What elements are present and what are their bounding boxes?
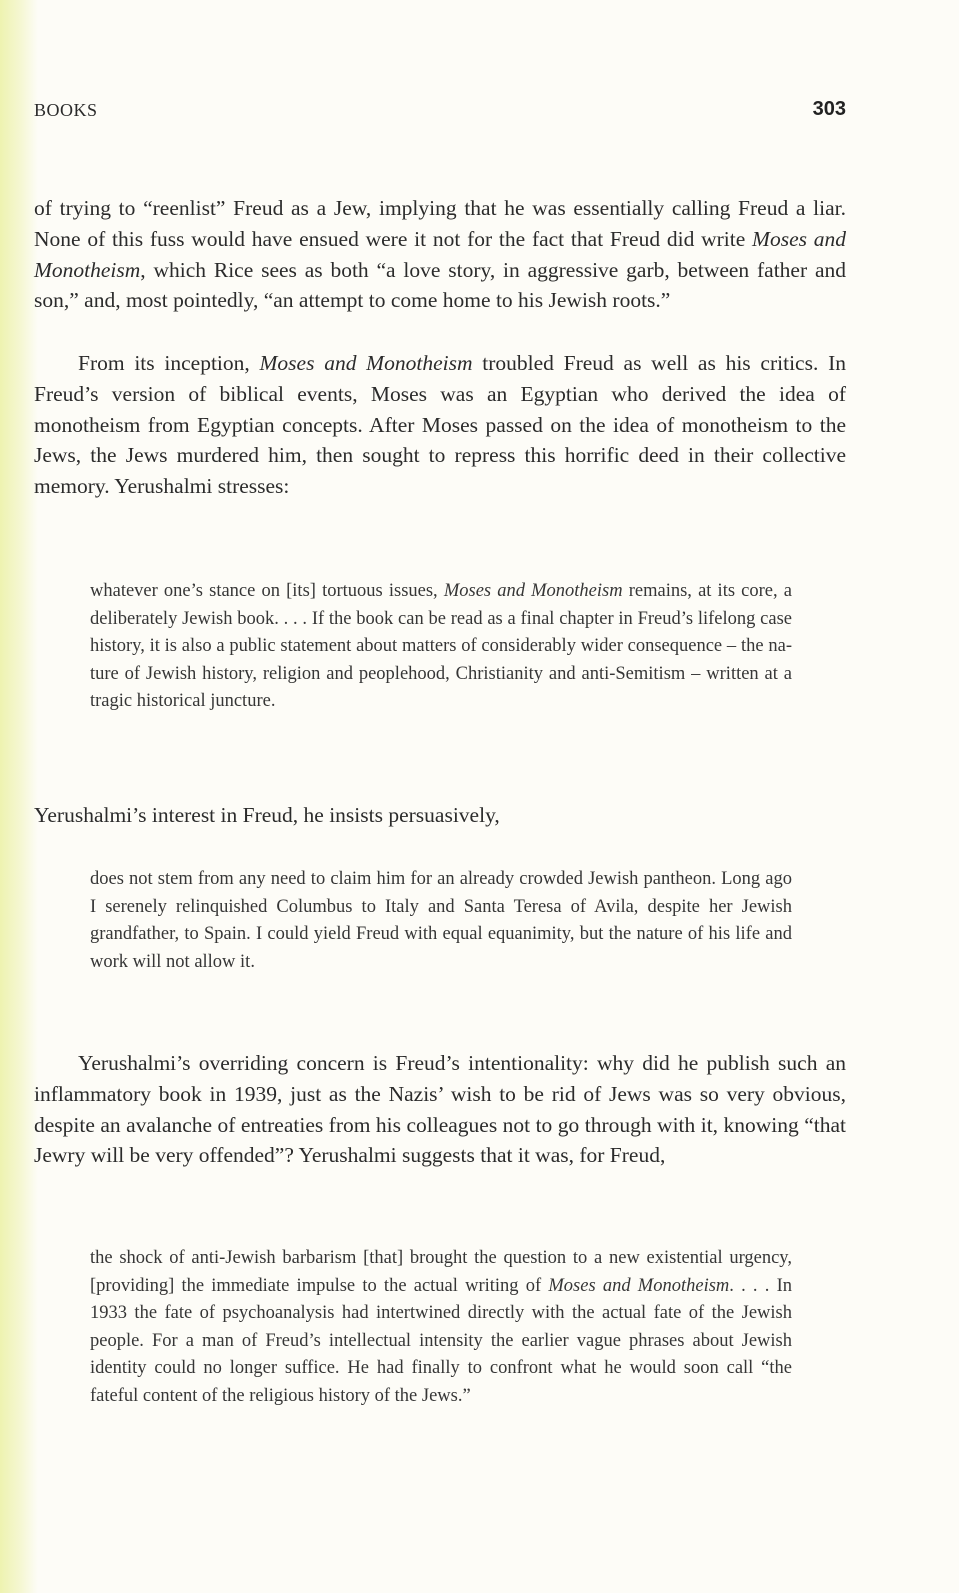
paragraph-1-text-b: , which Rice sees as both “a love story, in aggressive garb, between father and son,” and, most pointedly, “an attempt to come home to his Jewish roots.” — [34, 257, 846, 313]
block-quote-1-text-b: remains, at its core, a deliberately Jewish book. . . . If the book can be read as a final chapter in Freud’s lifelong case history, it is also a public statement about matters of considerably wider consequence – the nature of Jewish history, religion and peoplehood, Christianity and anti-Semitism – written at a tragic historical juncture. — [90, 581, 792, 711]
paragraph-1-text-a: of trying to “reenlist” Freud as a Jew, implying that he was essentially calling Freud a liar. None of this fuss would have ensued were it not for the fact that Freud did write — [34, 196, 846, 251]
page-left-edge — [0, 0, 38, 1593]
book-title: Moses and Monotheism — [443, 581, 623, 601]
book-title: Moses and Monotheism — [259, 351, 473, 375]
paragraph-4: Yerushalmi’s overriding concern is Freud’s intentionality: why did he publish such an inflammatory book in 1939, just as the Nazis’ wish to be rid of Jews was so very obvious, despite an avalanche of entreaties from his colleagues not to go through with it, knowing “that Jewry will be very offended”? Yerushalmi suggests that it was, for Freud, — [34, 1051, 846, 1168]
book-title: Moses and Monotheism — [548, 1275, 730, 1296]
paragraph-2 — [34, 348, 846, 502]
page-number: 303 — [812, 98, 846, 120]
block-quote-2: does not stem from any need to claim him for an already crowded Jewish pantheon. Long ago I serenely relinquished Columbus to Italy and Santa Teresa of Avila, despite her Jewish grandfather, to Spain. I could yield Freud with equal equanimity, but the nature of his life and work will not allow it. — [90, 869, 792, 972]
paragraph-1 — [34, 193, 846, 316]
running-head — [34, 100, 846, 128]
block-quote-3 — [90, 1245, 792, 1410]
block-quote-3-text-b: . . . . In 1933 the fate of psychoanalysis had intertwined directly with the actual fate of the Jewish people. For a man of Freud’s intellectual intensity the earlier vague phrases about Jewish identity could no longer suffice. He had finally to confront what he would soon call “the fateful content of the religious history of the Jews.” — [90, 1275, 792, 1406]
paragraph-2-text-b: troubled Freud as well as his critics. In Freud’s version of biblical events, Moses was an Egyptian who derived the idea of monotheism from Egyptian concepts. After Moses passed on the idea of monotheism to the Jews, the Jews murdered him, then sought to repress this horrific deed in their collective memory. Yerushalmi stresses: — [34, 351, 846, 499]
paragraph-3: Yerushalmi’s interest in Freud, he insists persuasively, — [34, 803, 500, 827]
book-title: Moses and Monotheism — [34, 226, 846, 282]
section-label: BOOKS — [34, 100, 98, 120]
block-quote-3-text-a: the shock of anti-Jewish barbarism [that] brought the question to a new existential urgency, [providing] the immediate impulse to the actual writing of — [90, 1248, 792, 1296]
block-quote-1 — [90, 578, 792, 716]
paragraph-2-text-a: From its inception, — [78, 351, 260, 375]
block-quote-1-text-a: whatever one’s stance on [its] tortuous issues, — [90, 581, 444, 601]
